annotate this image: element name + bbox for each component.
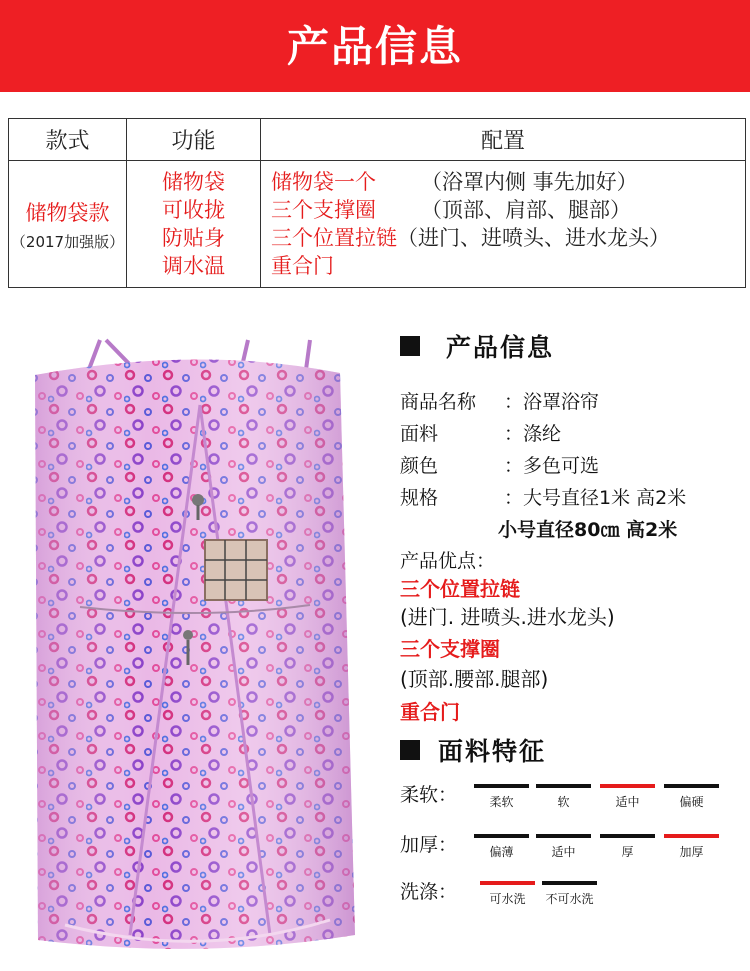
style-cell [9,161,127,288]
config-cell [261,161,746,288]
info-value: ：大号直径1米 高2米 [504,487,687,509]
info-value: ：多色可选 [504,455,600,477]
advantages-label: 产品优点： [400,550,496,572]
spec-table [8,118,746,288]
rating-option-selected: 加厚 [664,834,719,860]
function-cell [127,161,261,288]
header-config: 配置 [261,119,746,161]
banner-title: 产品信息 [286,22,463,71]
function-item: 可收拢 [162,198,225,222]
info-key: 颜色 [400,455,439,477]
advantage-ring-title: 三个支撑圈 [400,637,500,661]
product-info-heading [400,328,554,364]
table-header-row [9,119,746,161]
product-photo [10,335,395,960]
info-row [400,419,561,449]
info-row [400,387,599,417]
rating-option: 柔软 [474,784,529,810]
config-note: （进门、进喷头、进水龙头） [397,226,670,250]
config-line [261,168,745,196]
info-key: 规格 [400,487,439,509]
config-line [261,224,745,252]
rating-option: 软 [536,784,591,810]
product-info-title: 产品信息 [446,333,555,362]
advantage-ring-desc: (顶部.腰部.腿部) [400,667,549,691]
config-note: （浴罩内侧 事先加好） [421,170,638,194]
rating-label: 加厚： [400,834,458,856]
rating-option-selected: 适中 [600,784,655,810]
info-row [400,483,686,513]
rating-option: 偏硬 [664,784,719,810]
info-value: ：涤纶 [504,423,562,445]
function-item: 防贴身 [162,226,225,250]
info-key: 商品名称 [400,391,477,413]
config-item: 三个支撑圈 [271,198,376,222]
info-key: 面料 [400,423,439,445]
config-note: （顶部、肩部、腿部） [421,198,631,222]
rating-label: 洗涤： [400,881,458,903]
advantage-door-title: 重合门 [400,700,460,724]
rating-option-selected: 可水洗 [480,881,535,907]
rating-label: 柔软： [400,784,458,806]
table-row [9,161,746,288]
config-item: 储物袋一个 [271,170,376,194]
rating-option: 适中 [536,834,591,860]
info-value: ：浴罩浴帘 [504,391,600,413]
rating-option: 偏薄 [474,834,529,860]
config-item: 重合门 [271,254,334,278]
advantage-zipper-title: 三个位置拉链 [400,577,520,601]
config-line [261,196,745,224]
title-banner [0,0,750,92]
rating-option: 厚 [600,834,655,860]
rating-option: 不可水洗 [542,881,597,907]
size-small: 小号直径80㎝ 高2米 [498,519,678,541]
style-subtitle: （2017加强版） [10,232,125,251]
info-row [400,451,599,481]
advantage-zipper-desc: (进门. 进喷头.进水龙头) [400,605,615,629]
square-bullet-icon [400,336,420,356]
fabric-heading [400,732,546,768]
header-style: 款式 [9,119,127,161]
config-item: 三个位置拉链 [271,226,397,250]
function-item: 储物袋 [162,170,225,194]
square-bullet-icon [400,740,420,760]
style-name: 储物袋款 [25,200,110,225]
function-item: 调水温 [162,254,225,278]
config-line [261,252,745,280]
fabric-title: 面料特征 [438,737,547,766]
header-function: 功能 [127,119,261,161]
